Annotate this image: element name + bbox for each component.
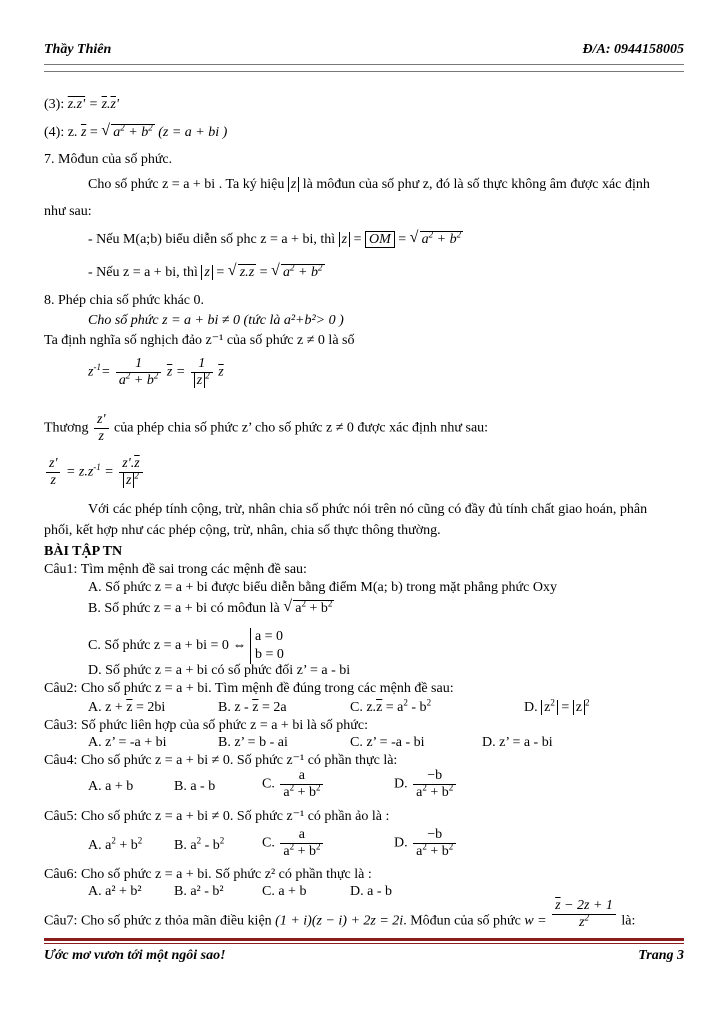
header-phone: Đ/A: 0944158005 <box>582 42 684 57</box>
quotient-def: Thương $\frac{z'}{z}$ của phép chia số phức z’ cho số phức z ≠ 0 được xác định như sau: <box>44 412 489 444</box>
prop-3: (3): $z.z' = \overline{z}.\overline{z}'$ <box>44 97 119 112</box>
q3-a: A. z’ = -a + bi <box>88 735 167 750</box>
prop-4: (4): z. $\overline{z}$ = √ $a^2 + b^2$ (z = a + bi ) <box>44 124 227 142</box>
q1b-text: B. Số phức z = a + bi có môđun là <box>88 601 280 616</box>
question-6: Câu6: Cho số phức z = a + bi. Số phức z² có phần thực là : <box>44 867 372 882</box>
s8c-text: Thương <box>44 420 89 436</box>
question-5: Câu5: Cho số phức z = a + bi ≠ 0. Số phức z⁻¹ có phần ảo là : <box>44 809 390 824</box>
q3-d: D. z’ = a - bi <box>482 735 553 750</box>
exercise-heading: BÀI TẬP TN <box>44 544 123 559</box>
section-7-case2: - Nếu z = a + bi, thì z = √ $z.\overline{z}$ = √ $a^2 + b^2$ <box>88 264 325 282</box>
question-1: Câu1: Tìm mệnh đề sai trong các mệnh đề sau: <box>44 562 307 577</box>
q3-c: C. z’ = -a - bi <box>350 735 425 750</box>
question-4: Câu4: Cho số phức z = a + bi ≠ 0. Số phức z⁻¹ có phần thực là: <box>44 753 398 768</box>
q6-b: B. a² - b² <box>174 884 224 899</box>
header-author: Thầy Thiên <box>44 42 112 57</box>
question-7: Câu7: Cho số phức z thỏa mãn điều kiện (1 + i)(z − i) + 2z = 2i. Môđun của số phức w = $\frac{\overline{z} - 2z + 1}{z^2}$ là: <box>44 898 636 930</box>
footer-divider <box>44 938 684 941</box>
header-divider <box>44 64 684 72</box>
q1-option-a: A. Số phức z = a + bi được biểu diễn bằng điểm M(a; b) trong mặt phẳng phức Oxy <box>88 580 557 595</box>
page-number: Trang 3 <box>638 948 684 963</box>
section-7-title: 7. Môđun của số phức. <box>44 152 173 167</box>
prop-3-label: (3): <box>44 97 65 112</box>
inverse-formula: $z^{-1}=$ $\frac{1}{a^2 + b^2}$ $\overline{z}$ = $\frac{1}{z ^2}$ $\overline{z}$ <box>88 356 224 388</box>
q1c-text: C. Số phức z = a + bi = 0 ⇔ <box>88 638 247 654</box>
prop-4-cond: (z = a + bi ) <box>158 125 228 140</box>
s7e-text: - Nếu z = a + bi, thì <box>88 265 198 280</box>
q1-option-c: C. Số phức z = a + bi = 0 ⇔ a = 0 b = 0 <box>88 629 284 662</box>
section-7-case1: - Nếu M(a;b) biểu diễn số phc z = a + bi, thì z = OM = √ $a^2 + b^2$ <box>88 231 463 249</box>
section-7-cont: như sau: <box>44 204 92 219</box>
s8d-text: của phép chia số phức z’ cho số phức z ≠ 0 được xác định như sau: <box>114 420 489 436</box>
q1-option-d: D. Số phức z = a + bi có số phức đối z’ = a - bi <box>88 663 351 678</box>
s7d-text: - Nếu M(a;b) biểu diễn số phc z = a + bi, thì <box>88 232 336 247</box>
footer-divider-thin <box>44 943 684 944</box>
properties-line2: phối, kết hợp như các phép cộng, trừ, nhân, chia số thực thông thường. <box>44 523 441 538</box>
q1-option-b: B. Số phức z = a + bi có môđun là √ $a^2 + b^2$ <box>88 600 334 618</box>
q6-a: A. a² + b² <box>88 884 142 899</box>
prop-4-label: (4): z. <box>44 125 78 140</box>
question-2: Câu2: Cho số phức z = a + bi. Tìm mệnh đề đúng trong các mệnh đề sau: <box>44 681 454 696</box>
q6-d: D. a - b <box>350 884 392 899</box>
section-8-title: 8. Phép chia số phức khác 0. <box>44 293 204 308</box>
footer-slogan: Ước mơ vươn tới một ngôi sao! <box>44 948 226 963</box>
s7a-text: Cho số phức z = a + bi . Ta ký hiệu <box>88 177 285 192</box>
q7-text: Câu7: Cho số phức z thỏa mãn điều kiện <box>44 913 272 929</box>
s7b-text: là môđun của số phư z, đó là số thực không âm được xác định <box>302 177 650 192</box>
q7-text2: . Môđun của số phức <box>403 913 521 929</box>
properties-line1: Với các phép tính cộng, trừ, nhân chia số phức nói trên nó cũng có đầy đủ tính chất giao hoán, phân <box>88 502 648 517</box>
q7-text3: là: <box>621 913 636 929</box>
q6-c: C. a + b <box>262 884 307 899</box>
quotient-formula: $\frac{z'}{z}$ = $z.z^{-1}$ = $\frac{z'.\overline{z}}{z ^2}$ <box>44 456 145 489</box>
page-header <box>44 42 684 62</box>
section-7-def: Cho số phức z = a + bi . Ta ký hiệu z là môđun của số phư z, đó là số thực không âm được xác định <box>88 177 650 192</box>
question-3: Câu3: Số phức liên hợp của số phức z = a + bi là số phức: <box>44 718 368 733</box>
q3-b: B. z’ = b - ai <box>218 735 288 750</box>
section-8-cond: Cho số phức z = a + bi ≠ 0 (tức là a²+b²> 0 ) <box>88 313 344 328</box>
section-8-def: Ta định nghĩa số nghịch đảo z⁻¹ của số phức z ≠ 0 là số <box>44 333 355 348</box>
